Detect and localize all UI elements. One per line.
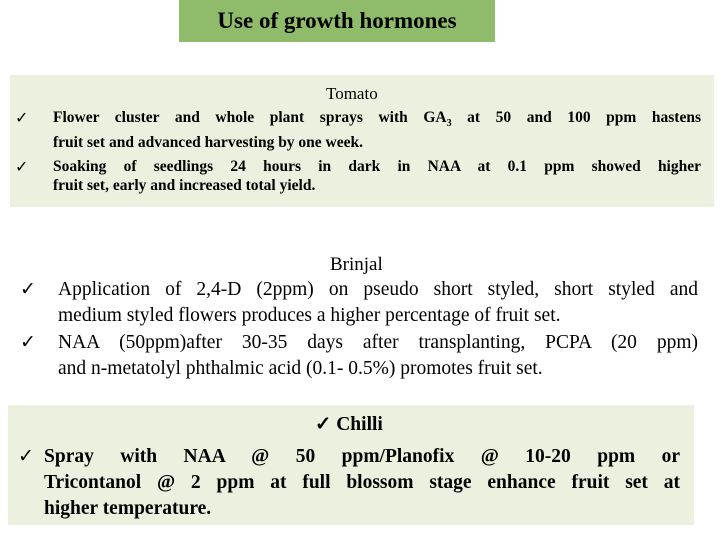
slide-title-text: Use of growth hormones [217, 8, 457, 33]
tomato-item-1-line-1: Flower cluster and whole plant sprays with $GA_3$ at 50 and 100 ppm hastens [53, 109, 701, 130]
brinjal-item-2 [58, 330, 698, 382]
tomato-item-1 [53, 108, 701, 152]
tomato-item-2-line-2: fruit set, early and increased total yield. [53, 177, 316, 194]
tomato-item-1-line-2: fruit set and advanced harvesting by one week. [53, 134, 364, 152]
brinjal-item-1-line-1: Application of 2,4-D (2ppm) on pseudo short styled, short styled and [58, 279, 698, 300]
tomato-item-2-line-1: Soaking of seedlings 24 hours in dark in NAA at 0.1 ppm showed higher [53, 158, 701, 175]
check-icon: ✓ [15, 159, 29, 176]
brinjal-item-1 [58, 277, 698, 329]
check-icon: ✓ [20, 279, 36, 300]
brinjal-item-2-line-2: and n-metatolyl phthalmic acid (0.1- 0.5%) promotes fruit set. [58, 358, 543, 379]
chilli-item-line-1: Spray with NAA @ 50 ppm/Planofix @ 10-20 ppm or [44, 446, 680, 467]
chilli-item [44, 444, 680, 522]
brinjal-heading: Brinjal [330, 254, 383, 275]
check-icon: ✓ [18, 446, 34, 467]
slide-title [179, 0, 495, 42]
chilli-heading-text: Chilli [336, 414, 383, 435]
chilli-heading [315, 412, 383, 436]
check-icon: ✓ [315, 414, 332, 435]
check-icon: ✓ [20, 332, 36, 353]
tomato-heading: Tomato [326, 84, 378, 103]
brinjal-item-1-line-2: medium styled flowers produces a higher percentage of fruit set. [58, 305, 561, 326]
brinjal-item-2-line-1: NAA (50ppm)after 30-35 days after transplanting, PCPA (20 ppm) [58, 332, 698, 353]
tomato-item-2 [53, 157, 701, 195]
check-icon: ✓ [15, 110, 29, 127]
chilli-item-line-3: higher temperature. [44, 498, 212, 519]
chilli-item-line-2: Tricontanol @ 2 ppm at full blossom stage enhance fruit set at [44, 472, 680, 493]
